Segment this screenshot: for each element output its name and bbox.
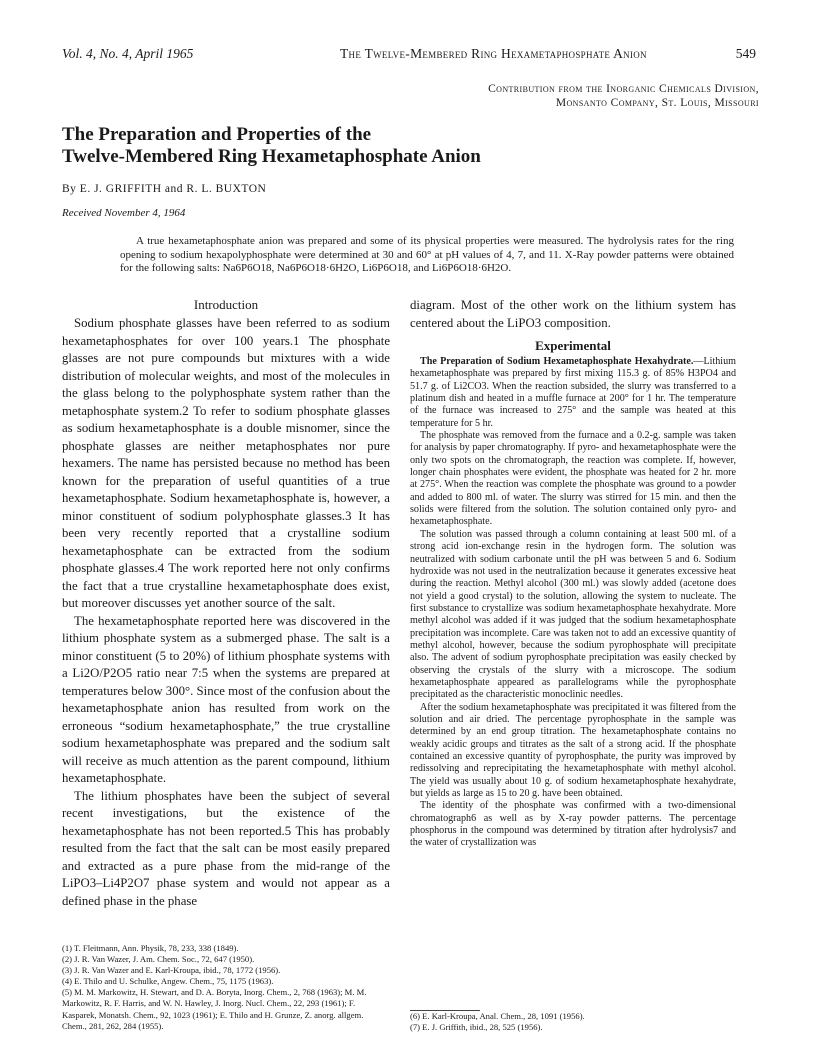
footnote: (7) E. J. Griffith, ibid., 28, 525 (1956).: [410, 1022, 543, 1033]
title-line: Twelve-Membered Ring Hexametaphosphate Anion: [62, 146, 481, 167]
footnote: (4) E. Thilo and U. Schulke, Angew. Chem., 75, 1175 (1963).: [62, 976, 274, 987]
footnotes-left: [62, 943, 390, 1032]
subsection-heading: The Preparation of Sodium Hexametaphosphate Hexahydrate.: [420, 356, 694, 367]
footnote: (2) J. R. Van Wazer, J. Am. Chem. Soc., 72, 647 (1950).: [62, 954, 255, 965]
abstract: A true hexametaphosphate anion was prepared and some of its physical properties were measured. The hydrolysis rates for the ring opening to sodium hexapolyphosphate were determined at 30 and 60° at pH values of 4, 7, and 11. X-Ray powder patterns were obtained for the following salts: Na6P6O18, Na6P6O18·6H2O, Li6P6O18, and Li6P6O18·6H2O.: [120, 235, 734, 275]
running-header: [62, 46, 756, 64]
paragraph: Sodium phosphate glasses have been referred to as sodium hexametaphosphates for over 100 years.1 The phosphate glasses are not pure compounds but mixtures with a wide distribution of molecular weights, and most of the molecules in the glass belong to the polyphosphate system rather than the metaphosphate system.2 To refer to sodium phosphate glasses as sodium hexametaphosphate is a double misnomer, since the phosphate glasses are neither metaphosphates nor pure hexamers. The name has persisted because no method has been known for the preparation of useful quantities of a true hexametaphosphate. Sodium hexametaphosphate is, however, a minor constituent of sodium polyphosphate glasses.3 It has been very recently reported that a crystalline sodium hexametaphosphate can be extracted from the sodium phosphate glasses.4 The work reported here not only confirms the fact that a true crystalline hexametaphosphate does exist, but moreover discusses yet another source of the salt.: [62, 316, 390, 610]
paragraph: —Lithium hexametaphosphate was prepared by first mixing 115.3 g. of 85% H3PO4 and 51.7 g. of Li2CO3. When the reaction subsided, the slurry was transferred to a platinum dish and heated in a muffle furnace at 200° for 1 hr. The temperature of the furnace was increased to 275° and the sample was heated at this temperature for 5 hr.: [410, 356, 736, 429]
running-title: The Twelve-Membered Ring Hexametaphosphate Anion: [340, 46, 647, 61]
footnote: (6) E. Karl-Kroupa, Anal. Chem., 28, 1091 (1956).: [410, 1011, 585, 1021]
paragraph-continuation: diagram. Most of the other work on the lithium system has centered about the LiPO3 composition.: [410, 298, 736, 330]
paragraph: The hexametaphosphate reported here was discovered in the lithium phosphate system as a submerged phase. The salt is a minor constituent (5 to 20%) of lithium phosphate systems with a Li2O/P2O5 ratio near 7:5 when the systems are prepared at temperatures below 300°. Since most of the confusion about the hexametaphosphate anion has resulted from work on the erroneous “sodium hexametaphosphate,” the true crystalline sodium hexametaphosphate was prepared and the sodium salt will receive as much attention as the parent compound, lithium hexametaphosphate.: [62, 613, 390, 785]
article-title: [62, 124, 582, 168]
paragraph: The lithium phosphates have been the subject of several recent investigations, but the existence of the hexametaphosphate has not been reported.5 This has probably resulted from the fact that the salt can be most easily prepared and extracted as a pure phase from the mid-range of the LiPO3–Li4P2O7 phase system and would not appear as a defined phase in the phase: [62, 788, 390, 908]
paragraph: The phosphate was removed from the furnace and a 0.2-g. sample was taken for analysis by paper chromatography. If pyro- and hexametaphosphate were the only two spots on the chromatograph, the reaction was complete. If, however, longer chain phosphates were evident, the phosphate was heated for 2 hr. more at 275°. When the reaction was complete the phosphate was ground to a powder and added to 800 ml. of water. The slurry was stirred for 15 min. and then the solids were filtered from the solution. The solution contained only pyro- and hexametaphosphate.: [410, 430, 736, 528]
left-column: [62, 297, 390, 910]
page-number: 549: [735, 46, 756, 61]
authors: By E. J. GRIFFITH and R. L. BUXTON: [62, 183, 267, 195]
received-date: Received November 4, 1964: [62, 207, 186, 219]
journal-volume: Vol. 4, No. 4, April 1965: [62, 46, 194, 61]
section-heading: Introduction: [193, 297, 259, 312]
footnote: (3) J. R. Van Wazer and E. Karl-Kroupa, ibid., 78, 1772 (1956).: [62, 965, 281, 976]
affiliation-line: Contribution from the Inorganic Chemicals Division,: [488, 83, 759, 95]
paragraph: The solution was passed through a column containing at least 500 ml. of a strong acid ion-exchange resin in the hydrogen form. The solution was neutralized with sodium carbonate until the pH was between 5 and 6. Sodium hydroxide was not used in the neutralization because it generates excessive heat during the reaction. Methyl alcohol (300 ml.) was slowly added (acetone does not yield a good crystal) to the solution, allowing the system to nucleate. The first substance to crystallize was sodium hexametaphosphate hexahydrate. More methyl alcohol was added if it was judged that the sodium hexametaphosphate precipitation was incomplete. Care was taken not to add an excessive quantity of methyl alcohol, however, because the sodium pyrophosphate will precipitate also. The advent of sodium pyrophosphate precipitation was easily checked by observing the crystals of the slurry with a microscope. The sodium hexametaphosphate appeared as parallelograms while the pyrophosphate precipitated as the characteristic monoclinic needles.: [410, 528, 736, 701]
affiliation: [339, 82, 759, 110]
footnotes-right: [410, 1010, 736, 1033]
paragraph: The identity of the phosphate was confirmed with a two-dimensional chromatograph6 as well as by X-ray powder patterns. The percentage phosphorus in the compound was determined by titration after hydrolysis7 and the water of crystallization was: [410, 800, 736, 849]
right-column: [410, 297, 736, 850]
affiliation-line: Monsanto Company, St. Louis, Missouri: [555, 97, 759, 109]
paragraph: After the sodium hexametaphosphate was precipitated it was filtered from the solution and air dried. The percentage pyrophosphate in the sample was determined by an end group titration. The hexametaphosphate contains no weakly acidic groups and titrates as the salt of a strong acid. If the phosphate contained an excessive quantity of pyrophosphate, the purity was improved by redissolving and reprecipitating the hexametaphosphate with methyl alcohol. The yield was usually about 10 g. of sodium hexametaphosphate hexahydrate, but yields as large as 15 to 20 g. have been obtained.: [410, 701, 736, 800]
footnote: (5) M. M. Markowitz, H. Stewart, and D. A. Boryta, Inorg. Chem., 2, 768 (1963); M. M. Markowitz, R. F. Harris, and W. N. Hawley, J. Inorg. Nucl. Chem., 22, 293 (1961); F. Kasparek, Monatsh. Chem., 92, 1023 (1961); E. Thilo and H. Grunze, Z. anorg. allgem. Chem., 281, 262, 284 (1955).: [62, 987, 367, 1031]
title-line: The Preparation and Properties of the: [62, 124, 372, 145]
section-heading: Experimental: [535, 338, 611, 353]
footnote: (1) T. Fleitmann, Ann. Physik, 78, 233, 338 (1849).: [62, 943, 239, 953]
